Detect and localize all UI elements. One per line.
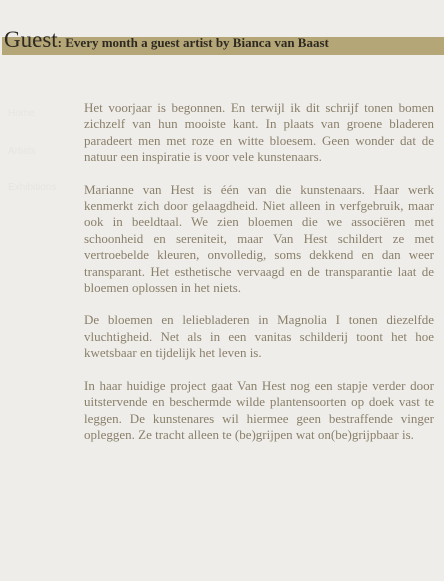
page-title-subtitle: : Every month a guest artist by Bianca van Baast: [57, 35, 329, 50]
page-title: [4, 28, 329, 51]
sidebar-item-artists[interactable]: Artists: [8, 146, 36, 157]
article-paragraph: Het voorjaar is begonnen. En terwijl ik dit schrijf tonen bomen zichzelf van hun mooiste kant. In plaats van groene bladeren paradeert men met roze en witte bloesem. Geen wonder dat de natuur een inspiratie is voor vele kunstenaars.: [84, 100, 434, 165]
sidebar-item-exhibitions[interactable]: Exhibitions: [8, 182, 57, 193]
article-body: [84, 100, 434, 459]
sidebar-item-home[interactable]: Home: [8, 108, 35, 119]
article-paragraph: Marianne van Hest is één van die kunstenaars. Haar werk kenmerkt zich door gelaagdheid. Niet alleen in verfgebruik, maar ook in beeldtaal. We zien bloemen die we associëren met schoonheid en sereniteit, maar Van Hest schildert ze met vertroebelde kleuren, onvolledig, soms dekkend en dan weer transparant. Het esthetische vervaagd en de transparantie laat de bloemen oplossen in het niets.: [84, 181, 434, 296]
article-paragraph: De bloemen en leliebladeren in Magnolia I tonen diezelfde vluchtigheid. Net als in een vanitas schilderij toont het hoe kwetsbaar en tijdelijk het leven is.: [84, 312, 434, 361]
page-title-main: Guest: [4, 27, 58, 52]
article-paragraph: In haar huidige project gaat Van Hest nog een stapje verder door uitstervende en beschermde wilde plantensoorten op doek vast te leggen. De kunstenares wil hiermee geen bestraffende vinger opleggen. Ze tracht alleen te (be)grijpen wat on(be)grijpbaar is.: [84, 377, 434, 442]
